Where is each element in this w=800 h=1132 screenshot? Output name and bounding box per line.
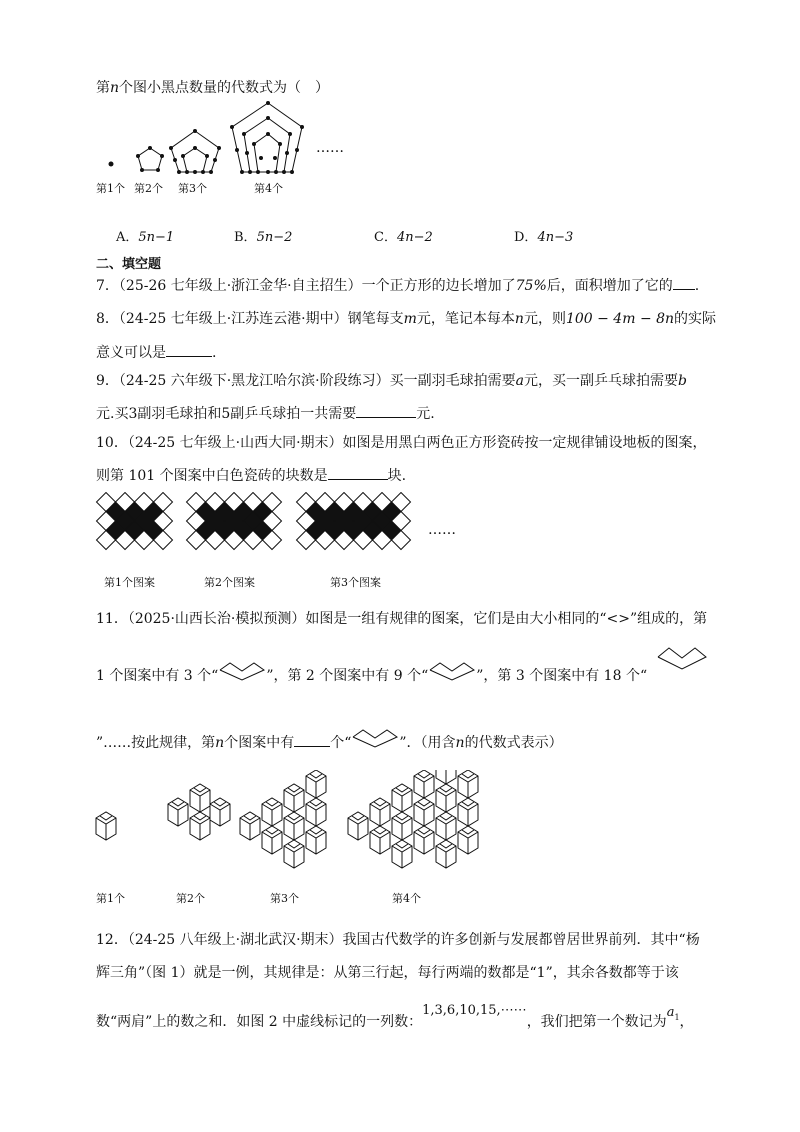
q9-text-b: 元，买一副乒乓球拍需要 bbox=[524, 373, 678, 389]
q6-stem-suffix: 个图小黑点数量的代数式为（ ） bbox=[119, 80, 330, 96]
q10-line1 bbox=[96, 433, 707, 453]
y-block bbox=[306, 770, 326, 798]
question-source: （2025·山西长治·模拟预测） bbox=[127, 611, 306, 627]
q11-line2-b: ”，第 2 个图案中有 9 个“ bbox=[266, 668, 429, 684]
q9-answer-blank[interactable] bbox=[356, 403, 416, 418]
q8-expression: 100 − 4m − 8n bbox=[565, 311, 675, 327]
question-number: 9． bbox=[96, 373, 119, 389]
q9-line2 bbox=[96, 403, 435, 424]
q10-ellipsis: …… bbox=[428, 522, 456, 538]
q6-stem-prefix: 第 bbox=[96, 80, 110, 96]
q8-line1 bbox=[96, 309, 716, 329]
option-label: C． bbox=[374, 230, 397, 245]
q11-line2-c: ”，第 3 个图案中有 18 个“ bbox=[476, 668, 648, 684]
q6-option-b[interactable] bbox=[234, 226, 292, 245]
q9-var-b: b bbox=[678, 373, 687, 389]
q12-text-a: 我国古代数学的许多创新与发展都曾居世界前列．其中“杨 bbox=[342, 932, 700, 948]
y-block bbox=[348, 812, 368, 840]
y-block bbox=[262, 826, 282, 854]
q9-line2-end: 元. bbox=[416, 406, 435, 422]
y-block bbox=[370, 798, 390, 826]
y-block bbox=[392, 784, 412, 812]
y-block bbox=[458, 770, 478, 798]
q9-var-a: a bbox=[515, 373, 524, 389]
q6-dot-pattern-figure bbox=[90, 98, 350, 178]
q11-line2 bbox=[96, 660, 647, 686]
question-source: （24-25 八年级上·湖北武汉·期末） bbox=[127, 932, 343, 948]
question-number: 11． bbox=[96, 611, 128, 627]
question-source: （24-25 七年级上·山西大同·期末） bbox=[127, 435, 343, 451]
option-label: B． bbox=[234, 230, 257, 245]
q6-caption-1: 第1个 bbox=[96, 182, 125, 195]
q7-end: . bbox=[694, 278, 700, 294]
question-number: 8． bbox=[96, 311, 119, 327]
q11-caption-2: 第2个 bbox=[176, 892, 205, 905]
q10-line2-end: 块. bbox=[387, 468, 407, 484]
question-source: （24-25 七年级上·江苏连云港·期中） bbox=[118, 311, 348, 327]
y-block bbox=[392, 812, 412, 840]
y-block bbox=[190, 784, 210, 812]
y-block bbox=[414, 798, 434, 826]
question-number: 10． bbox=[96, 435, 128, 451]
y-block bbox=[436, 784, 456, 812]
y-block bbox=[392, 840, 412, 868]
q11-var-n2: n bbox=[455, 735, 465, 751]
q11-line3-f: 的代数式表示） bbox=[464, 735, 563, 751]
q12-subscript: 1 bbox=[674, 1012, 680, 1022]
q8-end: . bbox=[212, 345, 217, 361]
q9-line2-text: 元.买3副羽毛球拍和5副乒乓球拍一共需要 bbox=[96, 406, 357, 422]
q11-line3-b: 个图案中有 bbox=[224, 735, 295, 751]
y-block bbox=[306, 798, 326, 826]
q11-text-a: 如图是一组有规律的图案，它们是由大小相同的“<>”组成的，第 bbox=[305, 611, 708, 627]
q8-line2 bbox=[96, 342, 216, 363]
q6-caption-2: 第2个 bbox=[134, 182, 163, 195]
q11-line3 bbox=[96, 727, 563, 753]
q11-line3-a: ”……按此规律，第 bbox=[96, 735, 216, 751]
q6-option-d[interactable] bbox=[514, 226, 573, 245]
q12-end: ， bbox=[679, 1014, 694, 1030]
q11-block-pattern-figure bbox=[90, 770, 550, 882]
q6-option-c[interactable] bbox=[374, 226, 433, 245]
q11-answer-blank[interactable] bbox=[294, 732, 330, 747]
section-title: 二、填空题 bbox=[96, 257, 162, 272]
question-source: （24-25 六年级下·黑龙江哈尔滨·阶段练习） bbox=[118, 373, 390, 389]
y-block bbox=[284, 812, 304, 840]
y-block bbox=[284, 840, 304, 868]
q6-caption-3: 第3个 bbox=[178, 182, 207, 195]
q10-line2 bbox=[96, 465, 406, 486]
option-expr: 5n−2 bbox=[256, 230, 293, 245]
y-block bbox=[190, 812, 210, 840]
y-block bbox=[262, 798, 282, 826]
q11-line1 bbox=[96, 609, 707, 629]
q7-text-b: 后，面积增加了它的 bbox=[546, 278, 673, 294]
q12-line2: 辉三角”（图 1）就是一例，其规律是：从第三行起，每行两端的数都是“1”，其余各数都等于该 bbox=[96, 965, 679, 981]
q12-line1 bbox=[96, 930, 700, 950]
y-block bbox=[436, 812, 456, 840]
chevron-shape-icon bbox=[428, 660, 476, 682]
q11-line3-c: 个“ bbox=[330, 735, 352, 751]
q8-text-c: 元，则 bbox=[523, 311, 566, 327]
q7-answer-blank[interactable] bbox=[673, 275, 695, 290]
y-block bbox=[370, 826, 390, 854]
q10-line2-text: 则第 101 个图案中白色瓷砖的块数是 bbox=[96, 468, 328, 484]
q11-caption-4: 第4个 bbox=[392, 892, 421, 905]
q8-var-n: n bbox=[514, 311, 524, 327]
y-block bbox=[284, 784, 304, 812]
q10-caption-2: 第2个图案 bbox=[204, 576, 255, 589]
q7-percent: 75% bbox=[515, 278, 547, 294]
y-block bbox=[240, 812, 260, 840]
q10-tile-pattern-figure bbox=[92, 492, 432, 568]
q6-fig2-pentagon bbox=[136, 146, 164, 172]
q6-var-n: n bbox=[110, 80, 120, 96]
option-expr: 4n−2 bbox=[396, 230, 433, 245]
q9-text-a: 买一副羽毛球拍需要 bbox=[389, 373, 516, 389]
chevron-shape-icon bbox=[218, 660, 266, 682]
q8-text-b: 元，笔记本每本 bbox=[416, 311, 515, 327]
option-expr: 5n−1 bbox=[138, 230, 175, 245]
q11-var-n: n bbox=[215, 735, 225, 751]
q11-line3-d: ”．（用含 bbox=[399, 735, 456, 751]
y-block bbox=[414, 770, 434, 798]
q6-fig1-dot bbox=[109, 162, 114, 167]
option-label: D． bbox=[514, 230, 538, 245]
q9-line1 bbox=[96, 371, 687, 391]
q6-option-a[interactable] bbox=[116, 226, 174, 245]
y-block bbox=[210, 798, 230, 826]
y-block bbox=[458, 826, 478, 854]
q11-line2-a: 1 个图案中有 3 个“ bbox=[96, 668, 219, 684]
q8-answer-blank[interactable] bbox=[166, 342, 212, 357]
q8-var-m: m bbox=[403, 311, 417, 327]
y-block bbox=[436, 770, 456, 784]
y-block bbox=[306, 826, 326, 854]
q10-caption-1: 第1个图案 bbox=[104, 576, 155, 589]
q6-fig4-pentagons bbox=[230, 101, 304, 174]
question-source: （25-26 七年级上·浙江金华·自主招生） bbox=[118, 278, 362, 294]
q12-sequence: 1,3,6,10,15,⋯⋯ bbox=[422, 1003, 527, 1018]
q6-fig3-pentagons bbox=[169, 129, 221, 174]
q8-line2-text: 意义可以是 bbox=[96, 345, 166, 361]
q7-text-a: 一个正方形的边长增加了 bbox=[361, 278, 516, 294]
option-label: A． bbox=[116, 230, 139, 245]
y-block bbox=[436, 840, 456, 868]
question-number: 12． bbox=[96, 932, 128, 948]
q12-line3 bbox=[96, 1003, 694, 1038]
q12-line3-b: ，我们把第一个数记为 bbox=[526, 1014, 667, 1030]
q8-text-a: 钢笔每支 bbox=[347, 311, 404, 327]
y-block bbox=[168, 798, 188, 826]
q10-caption-3: 第3个图案 bbox=[330, 576, 381, 589]
chevron-shape-icon bbox=[656, 645, 708, 671]
y-block bbox=[96, 812, 116, 840]
q12-line3-a: 数“两肩”上的数之和．如图 2 中虚线标记的一列数： bbox=[96, 1014, 423, 1030]
y-block bbox=[414, 826, 434, 854]
q6-stem bbox=[96, 78, 329, 98]
q6-caption-4: 第4个 bbox=[254, 182, 283, 195]
q7-line1 bbox=[96, 275, 699, 296]
q11-caption-1: 第1个 bbox=[96, 892, 125, 905]
question-number: 7． bbox=[96, 278, 119, 294]
q11-caption-3: 第3个 bbox=[270, 892, 299, 905]
q10-answer-blank[interactable] bbox=[328, 465, 388, 480]
q10-text-a: 如图是用黑白两色正方形瓷砖按一定规律铺设地板的图案， bbox=[342, 435, 707, 451]
chevron-shape-icon bbox=[351, 727, 399, 749]
q6-ellipsis: …… bbox=[316, 140, 344, 156]
q12-var-a: a bbox=[666, 1005, 675, 1020]
y-block bbox=[458, 798, 478, 826]
option-expr: 4n−3 bbox=[537, 230, 574, 245]
q8-text-d: 的实际 bbox=[674, 311, 717, 327]
